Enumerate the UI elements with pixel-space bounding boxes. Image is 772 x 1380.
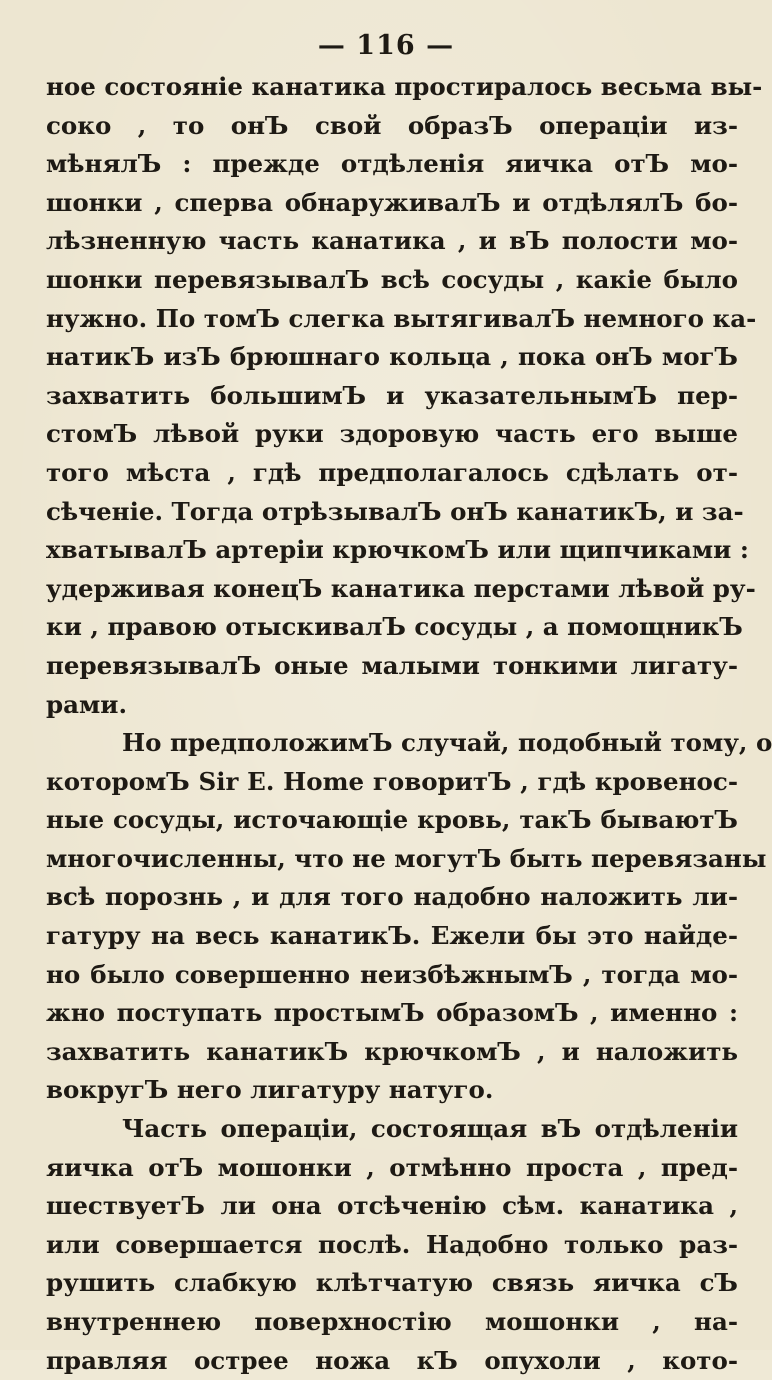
text-line: Часть операціи, состоящая вЪ отдѣленіи — [122, 1114, 738, 1144]
text-line: яичка отЪ мошонки , отмѣнно проста , пред- — [46, 1152, 738, 1182]
text-line: вокругЪ него лигатуру натуго. — [46, 1075, 494, 1105]
text-line: шонки , сперва обнаруживалЪ и отдѣлялЪ бо- — [46, 187, 738, 217]
text-line: мѣнялЪ : прежде отдѣленія яичка отЪ мо- — [46, 149, 738, 179]
text-line: внутреннею поверхностію мошонки , на- — [46, 1307, 738, 1336]
text-line: лѣзненную часть канатика , и вЪ полости мо- — [46, 226, 738, 256]
text-line: ное состояніе канатика простиралось весьма вы- — [46, 72, 763, 101]
text-line: соко , то онЪ свой образЪ операціи из- — [46, 110, 738, 140]
text-line: ки , правою отыскивалЪ сосуды , а помощникЪ — [46, 612, 743, 642]
paragraph-1 — [46, 68, 763, 724]
text-line: многочисленны, что не могутЪ быть перевязаны — [46, 843, 767, 873]
text-line: сѣченіе. Тогда отрѣзывалЪ онЪ канатикЪ, и за- — [46, 496, 744, 526]
paragraph-3 — [46, 1110, 738, 1380]
text-line: или совершается послѣ. Надобно только раз- — [46, 1229, 738, 1259]
text-line: правляя острее ножа кЪ опухоли , кото- — [46, 1345, 738, 1375]
text-line: удерживая конецЪ канатика перстами лѣвой ру- — [46, 573, 756, 603]
text-line: всѣ порознь , и для того надобно наложить ли- — [46, 882, 738, 912]
text-line: рушить слабкую клѣтчатую связь яичка сЪ — [46, 1268, 738, 1298]
text-line: захватить большимЪ и указательнымЪ пер- — [46, 380, 738, 410]
text-line: того мѣста , гдѣ предполагалось сдѣлать от- — [46, 457, 738, 487]
text-line: гатуру на весь канатикЪ. Ежели бы это найде- — [46, 921, 738, 951]
text-line: хватывалЪ артеріи крючкомЪ или щипчиками : — [46, 535, 749, 565]
text-line: захватить канатикЪ крючкомЪ , и наложить — [46, 1036, 738, 1066]
text-line: жно поступать простымЪ образомЪ , именно : — [46, 998, 738, 1028]
text-line: Но предположимЪ случай, подобный тому, о — [122, 728, 772, 758]
text-line: натикЪ изЪ брюшнаго кольца , пока онЪ могЪ — [46, 342, 738, 372]
paragraph-2 — [46, 724, 772, 1110]
text-line: которомЪ Sir E. Home говоритЪ , гдѣ кровенос- — [46, 766, 738, 796]
text-line: стомЪ лѣвой руки здоровую часть его выше — [46, 419, 738, 449]
text-line: ные сосуды, источающіе кровь, такЪ бываютЪ — [46, 805, 738, 835]
page-text — [46, 68, 772, 1380]
text-line: шествуетЪ ли она отсѣченію сѣм. канатика , — [46, 1191, 738, 1221]
text-line: перевязывалЪ оные малыми тонкими лигату- — [46, 650, 738, 680]
text-line: но было совершенно неизбѣжнымЪ , тогда мо- — [46, 959, 738, 989]
text-line: рами. — [46, 689, 127, 719]
page-number: — 116 — — [317, 30, 455, 61]
text-line: шонки перевязывалЪ всѣ сосуды , какіе было — [46, 264, 738, 294]
text-line: нужно. По томЪ слегка вытягивалЪ немного ка- — [46, 303, 757, 333]
